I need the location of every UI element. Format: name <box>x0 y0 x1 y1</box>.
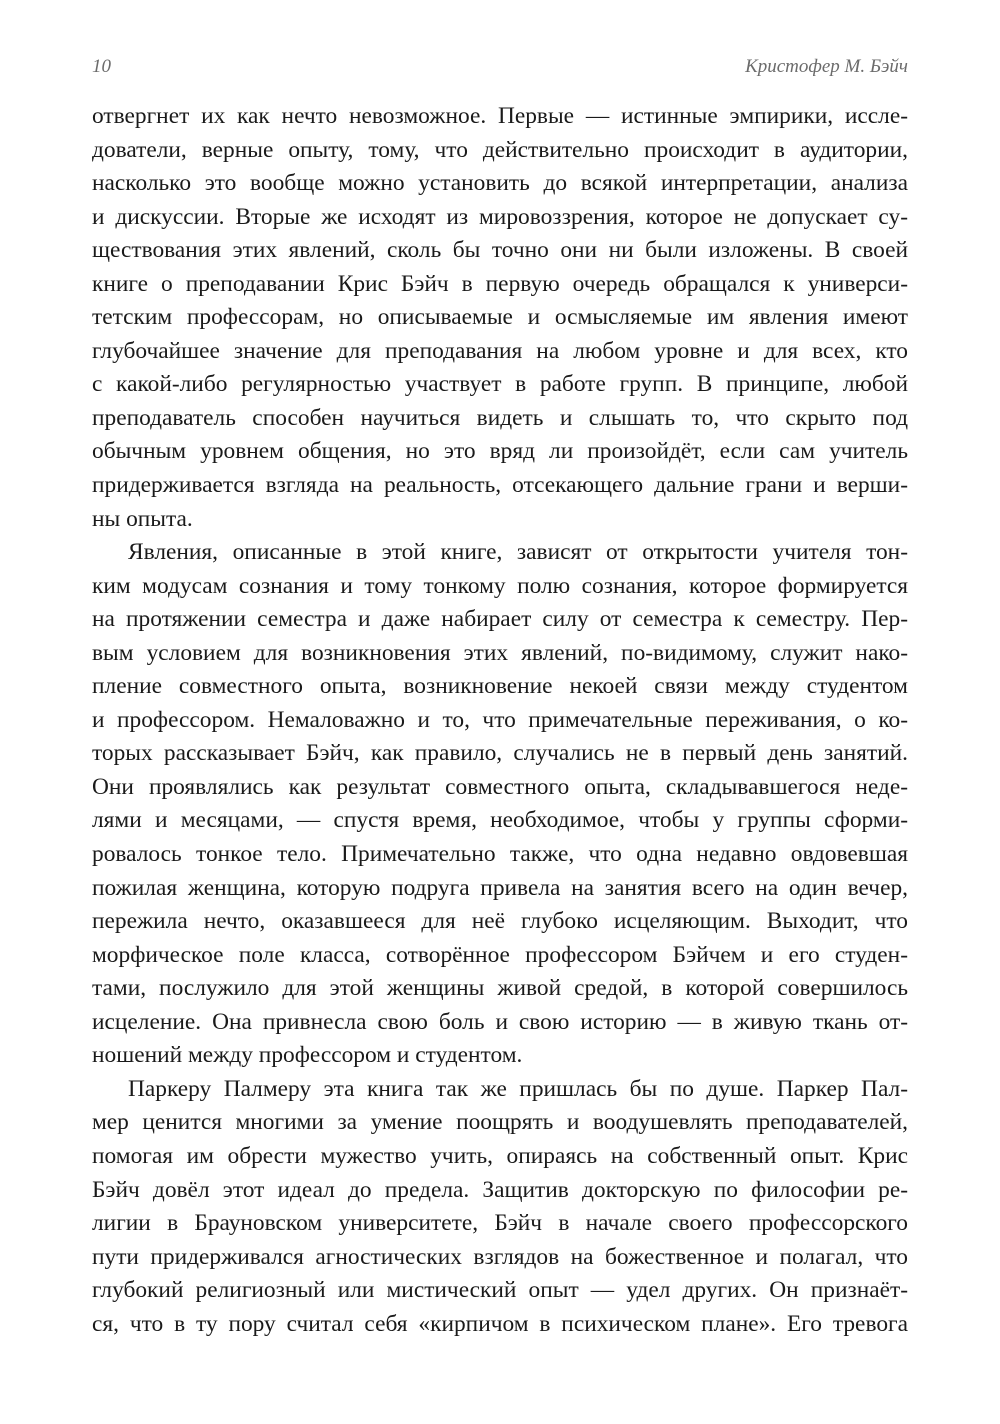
text-line: Явления, описанные в этой книге, зависят от открытости учителя тон- <box>128 539 908 566</box>
text-line: тетским профессорам, но описываемые и осмысляемые им явления имеют <box>92 304 908 331</box>
text-line: с какой-либо регулярностью участвует в работе групп. В принципе, любой <box>92 371 908 398</box>
text-line: помогая им обрести мужество учить, опираясь на собственный опыт. Крис <box>92 1142 908 1169</box>
text-line: пление совместного опыта, возникновение некоей связи между студентом <box>92 673 908 700</box>
paragraph-1 <box>92 100 908 536</box>
running-header <box>92 56 908 80</box>
text-line: Паркеру Палмеру эта книга так же пришлась бы по душе. Паркер Пал- <box>128 1075 908 1102</box>
text-line: ким модусам сознания и тому тонкому полю сознания, которое формируется <box>92 572 908 599</box>
text-line: на протяжении семестра и даже набирает силу от семестра к семестру. Пер- <box>92 606 908 633</box>
text-line: ществования этих явлений, сколь бы точно они ни были изложены. В своей <box>92 237 908 264</box>
text-line: ся, что в ту пору считал себя «кирпичом в психическом плане». Его тревога <box>92 1310 908 1337</box>
text-line: пожилая женщина, которую подруга привела на занятия всего на один вечер, <box>92 874 908 901</box>
text-line: придерживается взгляда на реальность, отсекающего дальние грани и верши- <box>92 472 908 499</box>
text-line: пережила нечто, оказавшееся для неё глубоко исцеляющим. Выходит, что <box>92 908 908 935</box>
text-line: тами, послужило для этой женщины живой средой, в которой совершилось <box>92 975 908 1002</box>
text-line: Они проявлялись как результат совместного опыта, складывавшегося неде- <box>92 773 908 800</box>
body-text <box>92 100 908 1341</box>
paragraph-2 <box>92 536 908 1073</box>
text-line: отвергнет их как нечто невозможное. Первые — истинные эмпирики, иссле- <box>92 103 908 129</box>
running-title: Кристофер М. Бэйч <box>745 56 908 77</box>
text-line: ровалось тонкое тело. Примечательно также, что одна недавно овдовевшая <box>92 841 908 868</box>
text-line: насколько это вообще можно установить до всякой интерпретации, анализа <box>92 170 908 197</box>
text-line: лями и месяцами, — спустя время, необходимое, чтобы у группы сформи- <box>92 807 908 834</box>
text-line: вым условием для возникновения этих явлений, по-видимому, служит нако- <box>92 639 908 666</box>
text-line: пути придерживался агностических взглядов на божественное и полагал, что <box>92 1243 908 1270</box>
page-number: 10 <box>92 56 111 77</box>
text-line: морфическое поле класса, сотворённое профессором Бэйчем и его студен- <box>92 941 908 968</box>
text-line: обычным уровнем общения, но это вряд ли произойдёт, если сам учитель <box>92 438 908 465</box>
paragraph-3 <box>92 1073 908 1341</box>
text-line: дователи, верные опыту, тому, что действительно происходит в аудитории, <box>92 136 908 163</box>
text-line: исцеление. Она привнесла свою боль и свою историю — в живую ткань от- <box>92 1008 908 1035</box>
text-line: глубокий религиозный или мистический опыт — удел других. Он признаёт- <box>92 1277 908 1304</box>
text-line: ношений между профессором и студентом. <box>92 1042 523 1069</box>
text-line: ны опыта. <box>92 505 193 532</box>
text-line: и дискуссии. Вторые же исходят из мировоззрения, которое не допускает су- <box>92 203 908 230</box>
text-line: торых рассказывает Бэйч, как правило, случались не в первый день занятий. <box>92 740 908 767</box>
text-line: глубочайшее значение для преподавания на любом уровне и для всех, кто <box>92 337 908 364</box>
text-line: мер ценится многими за умение поощрять и воодушевлять преподавателей, <box>92 1109 908 1136</box>
text-line: и профессором. Немаловажно и то, что примечательные переживания, о ко- <box>92 706 908 733</box>
text-line: лигии в Брауновском университете, Бэйч в начале своего профессорского <box>92 1210 908 1237</box>
text-line: Бэйч довёл этот идеал до предела. Защитив докторскую по философии ре- <box>92 1176 908 1203</box>
text-line: преподаватель способен научиться видеть и слышать то, что скрыто под <box>92 404 908 431</box>
text-line: книге о преподавании Крис Бэйч в первую очередь обращался к универси- <box>92 270 908 297</box>
